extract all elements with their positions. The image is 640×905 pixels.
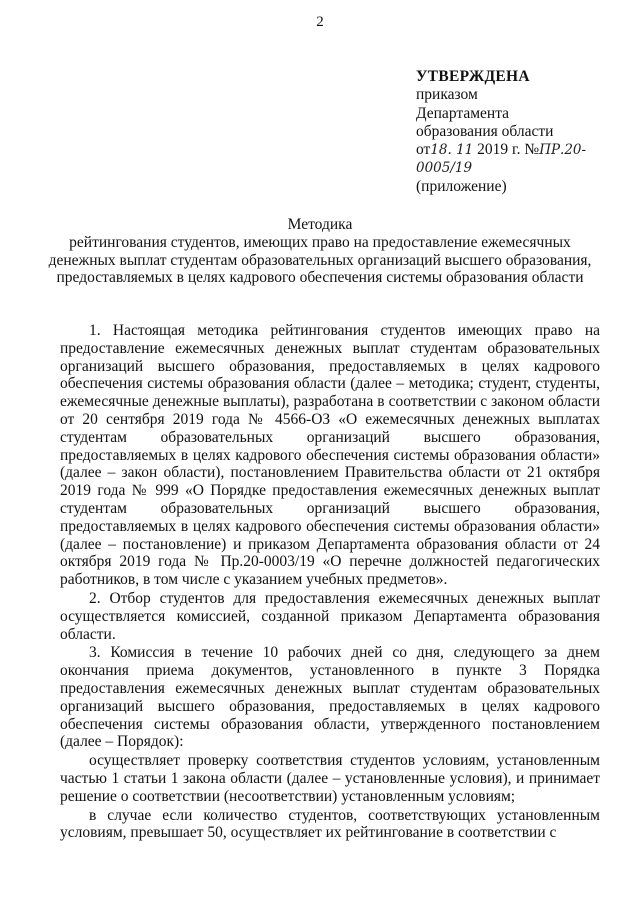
approval-date-line [416, 141, 640, 178]
title-heading: Методика [287, 216, 353, 233]
paragraph: 1. Настоящая методика рейтингования студентов имеющих право на предоставление ежемесячных денежных выплат студентам образовательных организаций высшего образования, предоставляемых в целях кадрового обеспечения системы образования области (далее – методика; студент, студенты, ежемесячные денежные выплаты), разработана в соответствии с законом области от 20 сентября 2019 года № 4566-ОЗ «О ежемесячных денежных выплатах студентам образовательных организаций высшего образования, предоставляемых в целях кадрового обеспечения системы образования области» (далее – закон области), постановлением Правительства области от 21 октября 2019 года № 999 «О Порядке предоставления ежемесячных денежных выплат студентам образовательных организаций высшего образования, предоставляемых в целях кадрового обеспечения системы образования области» (далее – постановление) и приказом Департамента образования области от 24 октября 2019 года № Пр.20-0003/19 «О перечне должностей педагогических работников, в том числе с указанием учебных предметов». [60, 322, 600, 589]
approval-title: УТВЕРЖДЕНА [416, 68, 530, 85]
title-line: предоставляемых в целях кадрового обеспечения системы образования области [56, 269, 584, 287]
date-prefix: от [416, 141, 431, 159]
approval-line: образования области [416, 122, 554, 140]
number-prefix: № [524, 141, 540, 159]
paragraph: осуществляет проверку соответствия студентов условиям, установленным частью 1 статьи 1 закона области (далее – установленные условия), и принимает решение о соответствии (несоответствии) установленным условиям; [60, 752, 600, 805]
document-title [40, 216, 600, 287]
page-number: 2 [316, 14, 324, 30]
document-body [60, 322, 600, 843]
title-line: денежных выплат студентам образовательных организаций высшего образования, [48, 251, 592, 269]
approval-line: Департамента [416, 104, 510, 122]
handwritten-date: 18. 11 [430, 142, 474, 159]
handwritten-number: ПР.20-0005/19 [416, 142, 587, 177]
paragraph: 2. Отбор студентов для предоставления ежемесячных денежных выплат осуществляется комиссией, созданной приказом Департамента образования области. [60, 589, 600, 643]
approval-year: 2019 [477, 141, 509, 159]
approval-stamp [416, 68, 640, 196]
approval-line: приказом [416, 86, 478, 104]
title-line: рейтингования студентов, имеющих право на предоставление ежемесячных [69, 233, 571, 251]
paragraph: в случае если количество студентов, соответствующих установленным условиям, превышает 50, осуществляет их рейтингование в соответствии с [60, 806, 600, 842]
approval-note: (приложение) [416, 177, 507, 195]
year-suffix: г. [512, 141, 521, 159]
paragraph: 3. Комиссия в течение 10 рабочих дней со дня, следующего за днем окончания приема документов, установленного в пункте 3 Порядка предоставления ежемесячных денежных выплат студентам образовательных организаций высшего образования, предоставляемых в целях кадрового обеспечения системы образования области, утвержденного постановлением (далее – Порядок): [60, 644, 600, 751]
